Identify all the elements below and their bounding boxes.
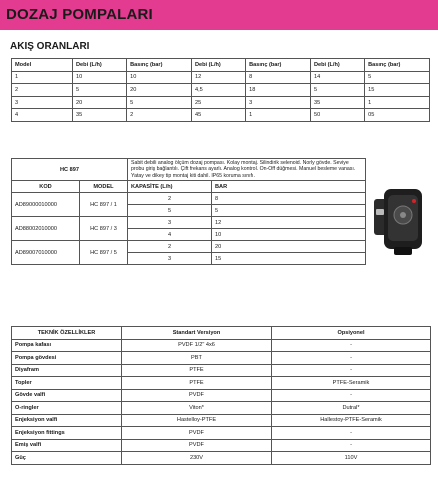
flow-rates-table	[11, 58, 430, 122]
spec-standard: PVDF	[122, 389, 272, 402]
table-row	[12, 452, 431, 465]
table-row	[12, 84, 430, 97]
table-cell: 50	[310, 109, 364, 122]
table-cell: 1	[12, 71, 73, 84]
spec-optional: Hallestoy-PTFE-Seramik	[272, 414, 431, 427]
column-header: Standart Versiyon	[122, 327, 272, 340]
spec-label: Enjeksiyon fittings	[12, 427, 122, 440]
table-cell: 35	[73, 109, 127, 122]
table-row	[12, 96, 430, 109]
table-cell: 5	[128, 205, 212, 217]
spec-optional: -	[272, 439, 431, 452]
spec-standard: PBT	[122, 352, 272, 365]
product-description: Sabit debili analog ölçüm dozaj pompası. Kolay montaj. Silindirik selenoid. Norly gövde. Seviye probu giriş bağlantılı. Çift frekans ayarlı. Analog kontrol. On-Off düğmesi. Manuel besleme vanası. Yatay ve dikey tip montaj kiti dahil. IP65 koruma sınıfı.	[128, 159, 366, 181]
spec-label: Topler	[12, 377, 122, 390]
product-model: HC 897 / 1	[80, 193, 128, 217]
column-header: Debi (L/h)	[73, 59, 127, 72]
table-row	[12, 109, 430, 122]
column-header: KOD	[12, 181, 80, 193]
spec-label: Pompa gövdesi	[12, 352, 122, 365]
table-cell: 1	[246, 109, 311, 122]
table-cell: 4	[12, 109, 73, 122]
column-header: KAPASİTE (L/h)	[128, 181, 212, 193]
spec-standard: Hastelloy-PTFE	[122, 414, 272, 427]
spec-standard: PVDF	[122, 427, 272, 440]
table-row	[12, 414, 431, 427]
column-header: Basınç (bar)	[246, 59, 311, 72]
table-row	[12, 193, 366, 205]
product-model: HC 897 / 3	[80, 217, 128, 241]
spec-label: Gövde valfi	[12, 389, 122, 402]
product-code: AD88002010000	[12, 217, 80, 241]
table-cell: 05	[365, 109, 430, 122]
table-cell: 3	[12, 96, 73, 109]
spec-standard: PTFE	[122, 377, 272, 390]
table-row	[12, 217, 366, 229]
table-header-row	[12, 59, 430, 72]
technical-specs-table	[11, 326, 431, 465]
spec-standard: PVDF	[122, 439, 272, 452]
spec-optional: -	[272, 364, 431, 377]
column-header: Basınç (bar)	[365, 59, 430, 72]
table-header-row	[12, 327, 431, 340]
table-cell: 12	[212, 217, 366, 229]
table-row	[12, 364, 431, 377]
spec-label: O-ringler	[12, 402, 122, 415]
product-code: AD89007010000	[12, 241, 80, 265]
column-header: Opsiyonel	[272, 327, 431, 340]
table-row	[12, 427, 431, 440]
spec-optional: -	[272, 427, 431, 440]
dosing-pump-image	[372, 185, 428, 257]
column-header: Basınç (bar)	[127, 59, 192, 72]
table-cell: 4,5	[191, 84, 245, 97]
table-row	[12, 71, 430, 84]
table-cell: 2	[128, 193, 212, 205]
column-header: Debi (L/h)	[310, 59, 364, 72]
product-info-row	[12, 159, 366, 181]
table-cell: 2	[128, 241, 212, 253]
spec-optional: -	[272, 352, 431, 365]
page-title: DOZAJ POMPALARI	[6, 6, 153, 23]
table-cell: 5	[310, 84, 364, 97]
table-cell: 5	[365, 71, 430, 84]
spec-label: Diyafram	[12, 364, 122, 377]
table-cell: 25	[191, 96, 245, 109]
spec-optional: Dutral*	[272, 402, 431, 415]
spec-label: Emiş valfi	[12, 439, 122, 452]
table-row	[12, 402, 431, 415]
table-row	[12, 377, 431, 390]
table-row	[12, 241, 366, 253]
table-row	[12, 389, 431, 402]
table-row	[12, 352, 431, 365]
spec-label: Pompa kafası	[12, 339, 122, 352]
table-cell: 1	[365, 96, 430, 109]
table-cell: 8	[246, 71, 311, 84]
table-cell: 45	[191, 109, 245, 122]
spec-optional: 110V	[272, 452, 431, 465]
table-cell: 20	[212, 241, 366, 253]
spec-standard: PVDF 1/2" 4x6	[122, 339, 272, 352]
spec-standard: PTFE	[122, 364, 272, 377]
spec-optional: -	[272, 389, 431, 402]
table-cell: 14	[310, 71, 364, 84]
spec-standard: 230V	[122, 452, 272, 465]
product-model: HC 897 / 5	[80, 241, 128, 265]
table-cell: 5	[127, 96, 192, 109]
flow-section-title: AKIŞ ORANLARI	[10, 41, 90, 52]
table-cell: 10	[212, 229, 366, 241]
column-header: Model	[12, 59, 73, 72]
table-row	[12, 339, 431, 352]
product-code: AD89000010000	[12, 193, 80, 217]
table-cell: 35	[310, 96, 364, 109]
table-cell: 10	[127, 71, 192, 84]
spec-optional: PTFE-Seramik	[272, 377, 431, 390]
product-name: HC 897	[12, 159, 128, 181]
table-cell: 18	[246, 84, 311, 97]
column-header: TEKNİK ÖZELLİKLER	[12, 327, 122, 340]
column-header: MODEL	[80, 181, 128, 193]
table-header-row	[12, 181, 366, 193]
spec-label: Enjeksiyon valfi	[12, 414, 122, 427]
column-header: Debi (L/h)	[191, 59, 245, 72]
table-cell: 20	[73, 96, 127, 109]
table-cell: 3	[128, 217, 212, 229]
spec-label: Güç	[12, 452, 122, 465]
spec-optional: -	[272, 339, 431, 352]
table-cell: 3	[246, 96, 311, 109]
table-row	[12, 439, 431, 452]
table-cell: 15	[212, 253, 366, 265]
table-cell: 20	[127, 84, 192, 97]
table-cell: 8	[212, 193, 366, 205]
hc-897-table	[11, 158, 366, 265]
table-cell: 5	[73, 84, 127, 97]
table-cell: 15	[365, 84, 430, 97]
table-cell: 10	[73, 71, 127, 84]
table-cell: 2	[12, 84, 73, 97]
table-cell: 4	[128, 229, 212, 241]
table-cell: 5	[212, 205, 366, 217]
table-cell: 12	[191, 71, 245, 84]
column-header: BAR	[212, 181, 366, 193]
header-banner	[0, 0, 438, 30]
table-cell: 2	[127, 109, 192, 122]
table-cell: 3	[128, 253, 212, 265]
spec-standard: Viton*	[122, 402, 272, 415]
